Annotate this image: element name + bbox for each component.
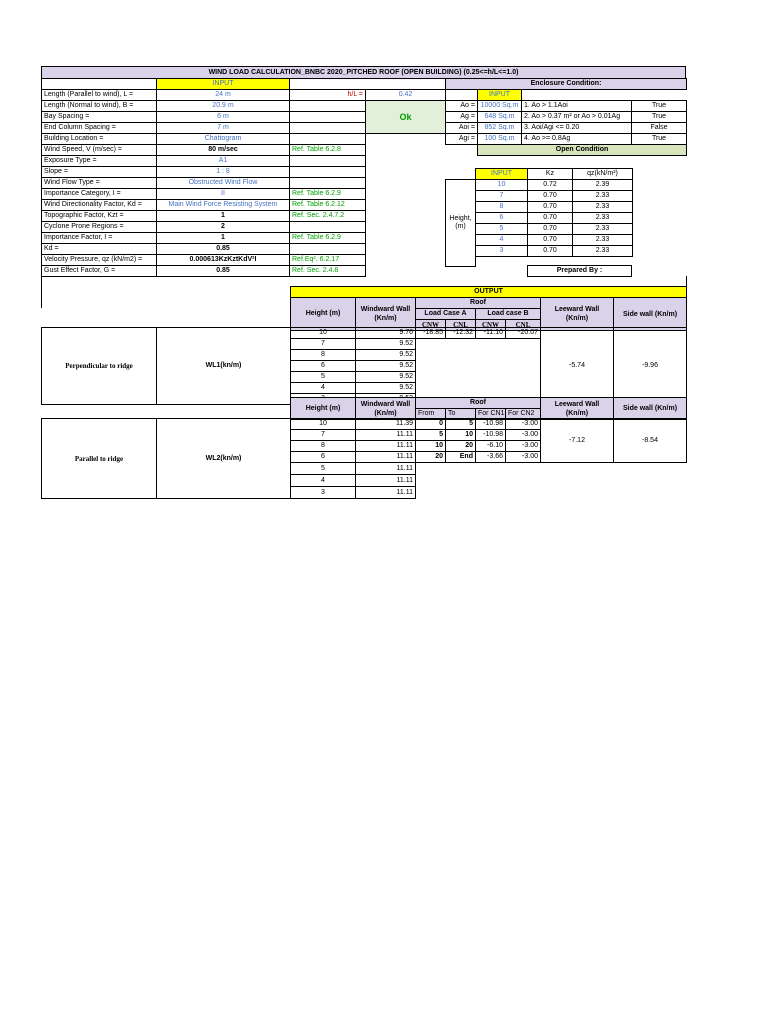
enclosure-condition: 4. Ao >= 0.8Ag xyxy=(522,134,632,145)
enclosure-symbol: Ag = xyxy=(446,112,478,123)
col-leeward: Leeward Wall (Kn/m) xyxy=(541,298,614,331)
par-height: 3 xyxy=(291,487,356,499)
qz-value: 2.33 xyxy=(573,246,633,257)
input-label: Kd = xyxy=(42,244,157,255)
perp-title: Perpendicular to ridge xyxy=(42,328,157,405)
input-value[interactable]: A1 xyxy=(157,156,290,167)
par-height: 4 xyxy=(291,475,356,487)
col-cnl: CNL xyxy=(446,320,476,331)
kz-height[interactable]: 4 xyxy=(476,235,528,246)
kz-height[interactable]: 7 xyxy=(476,191,528,202)
input-value: 0.85 xyxy=(157,266,290,277)
par-height: 10 xyxy=(291,419,356,430)
input-value[interactable]: II xyxy=(157,189,290,200)
col-windward: Windward Wall (Kn/m) xyxy=(356,398,416,420)
enclosure-symbol: Agi = xyxy=(446,134,478,145)
kz-value: 0.70 xyxy=(528,224,573,235)
input-label: Topographic Factor, Kzt = xyxy=(42,211,157,222)
par-cn2: -3.00 xyxy=(506,441,541,452)
qz-value: 2.33 xyxy=(573,213,633,224)
input-value: 0.000613KzKztKdV²I xyxy=(157,255,290,266)
kz-value: 0.70 xyxy=(528,191,573,202)
perp-windward: 9.52 xyxy=(356,350,416,361)
input-ref: Ref. Sec. 2.4.8 xyxy=(290,266,366,277)
input-ref: Ref.Eq². 6.2.17 xyxy=(290,255,366,266)
input-label: Wind Directionality Factor, Kd = xyxy=(42,200,157,211)
perp-windward: 9.52 xyxy=(356,339,416,350)
par-to: End xyxy=(446,452,476,463)
enclosure-result: True xyxy=(632,134,687,145)
par-windward: 11.11 xyxy=(356,441,416,452)
perp-height: 6 xyxy=(291,361,356,372)
enclosure-value[interactable]: 10000 Sq.m xyxy=(478,101,522,112)
input-table xyxy=(41,78,446,277)
input-label: Cyclone Prone Regions = xyxy=(42,222,157,233)
kz-col-input: INPUT xyxy=(476,169,528,180)
input-ref: Ref. Sec. 2.4.7.2 xyxy=(290,211,366,222)
col-cn1: For CN1 xyxy=(476,409,506,420)
par-to: 5 xyxy=(446,419,476,430)
enclosure-result: True xyxy=(632,101,687,112)
par-windward: 11.11 xyxy=(356,475,416,487)
input-label: Importance Factor, I = xyxy=(42,233,157,244)
enclosure-symbol: Ao = xyxy=(446,101,478,112)
input-value[interactable]: Obstructed Wind Flow xyxy=(157,178,290,189)
border-line xyxy=(41,276,42,308)
enclosure-value[interactable]: 100 Sq.m xyxy=(478,134,522,145)
hl-value: 0.42 xyxy=(366,90,446,101)
input-value[interactable]: 7 m xyxy=(157,123,290,134)
enclosure-result: True xyxy=(632,112,687,123)
hl-label: h/L = xyxy=(290,90,366,101)
prepared-by: Prepared By : xyxy=(528,266,632,277)
perp-a-cnl: -12.32 xyxy=(446,328,476,339)
par-cn1: -3.66 xyxy=(476,452,506,463)
col-cn2: For CN2 xyxy=(506,409,541,420)
perp-height: 4 xyxy=(291,383,356,394)
open-condition: Open Condition xyxy=(478,145,687,156)
col-roof: Roof xyxy=(416,298,541,309)
input-label: Bay Spacing = xyxy=(42,112,157,123)
input-label: Length (Parallel to wind), L = xyxy=(42,90,157,101)
enclosure-value[interactable]: 852 Sq.m xyxy=(478,123,522,134)
input-label: Building Location = xyxy=(42,134,157,145)
par-windward: 11.39 xyxy=(356,419,416,430)
kz-value: 0.70 xyxy=(528,246,573,257)
input-value[interactable]: 80 m/sec xyxy=(157,145,290,156)
enclosure-symbol: Aoi = xyxy=(446,123,478,134)
par-cn1: -10.98 xyxy=(476,430,506,441)
perp-height: 8 xyxy=(291,350,356,361)
par-windward: 11.11 xyxy=(356,430,416,441)
input-label: Exposure Type = xyxy=(42,156,157,167)
perp-body-table xyxy=(41,327,687,405)
input-label: Slope = xyxy=(42,167,157,178)
par-from: 20 xyxy=(416,452,446,463)
input-value[interactable]: Chattogram xyxy=(157,134,290,145)
par-windward: 11.11 xyxy=(356,487,416,499)
par-to: 20 xyxy=(446,441,476,452)
par-header-table xyxy=(290,397,687,420)
input-value[interactable]: 6 m xyxy=(157,112,290,123)
kz-col-kz: Kz xyxy=(528,169,573,180)
col-from: From xyxy=(416,409,446,420)
output-header: OUTPUT xyxy=(291,287,687,298)
perp-height: 5 xyxy=(291,372,356,383)
col-load-case-b: Load case B xyxy=(476,309,541,320)
perp-height: 7 xyxy=(291,339,356,350)
kz-height[interactable]: 6 xyxy=(476,213,528,224)
col-cnw: CNW xyxy=(416,320,446,331)
par-windward: 11.11 xyxy=(356,452,416,463)
qz-value: 2.33 xyxy=(573,224,633,235)
col-windward: Windward Wall (Kn/m) xyxy=(356,298,416,331)
par-leeward: -7.12 xyxy=(541,419,614,463)
input-label: Gust Effect Factor, G = xyxy=(42,266,157,277)
input-label: End Column Spacing = xyxy=(42,123,157,134)
qz-value: 2.33 xyxy=(573,191,633,202)
par-title: Parallel to ridge xyxy=(42,419,157,499)
enclosure-table xyxy=(445,78,687,156)
par-to: 10 xyxy=(446,430,476,441)
par-cn2: -3.00 xyxy=(506,452,541,463)
perp-a-cnw: -18.85 xyxy=(416,328,446,339)
par-from: 0 xyxy=(416,419,446,430)
input-label: Importance Category, I = xyxy=(42,189,157,200)
par-height: 7 xyxy=(291,430,356,441)
col-height: Height (m) xyxy=(291,398,356,420)
perp-windward: 9.52 xyxy=(356,383,416,394)
output-table xyxy=(290,286,687,331)
kz-height[interactable]: 5 xyxy=(476,224,528,235)
prepared-by-table xyxy=(527,265,632,277)
kz-table xyxy=(445,168,633,267)
par-body-table xyxy=(41,418,687,499)
input-value: 0.85 xyxy=(157,244,290,255)
par-height: 8 xyxy=(291,441,356,452)
enclosure-value[interactable]: 648 Sq.m xyxy=(478,112,522,123)
enclosure-condition: 1. Ao > 1.1Aoi xyxy=(522,101,632,112)
par-windward: 11.11 xyxy=(356,463,416,475)
par-wl: WL2(kn/m) xyxy=(157,419,291,499)
col-roof: Roof xyxy=(416,398,541,409)
input-ref: Ref. Table 6.2.8 xyxy=(290,145,366,156)
kz-height[interactable]: 3 xyxy=(476,246,528,257)
kz-height[interactable]: 10 xyxy=(476,180,528,191)
hl-status: Ok xyxy=(366,101,446,134)
col-load-case-a: Load Case A xyxy=(416,309,476,320)
input-value[interactable]: 20.9 m xyxy=(157,101,290,112)
perp-height: 10 xyxy=(291,328,356,339)
col-side: Side wall (Kn/m) xyxy=(614,398,687,420)
input-label: Wind Speed, V (m/sec) = xyxy=(42,145,157,156)
perp-side: -9.96 xyxy=(614,328,687,405)
input-label: Velocity Pressure, qz (kN/m2) = xyxy=(42,255,157,266)
input-ref: Ref. Table 6.2.9 xyxy=(290,233,366,244)
par-cn2: -3.00 xyxy=(506,419,541,430)
par-side: -8.54 xyxy=(614,419,687,463)
qz-value: 2.39 xyxy=(573,180,633,191)
input-value: 1 xyxy=(157,211,290,222)
enclosure-condition: 3. Aoi/Agi <= 0.20 xyxy=(522,123,632,134)
kz-row-label: Height, (m) xyxy=(446,180,476,267)
input-value: 2 xyxy=(157,222,290,233)
kz-height[interactable]: 8 xyxy=(476,202,528,213)
kz-value: 0.72 xyxy=(528,180,573,191)
perp-wl: WL1(kn/m) xyxy=(157,328,291,405)
col-side: Side wall (Kn/m) xyxy=(614,298,687,331)
perp-windward: 9.52 xyxy=(356,361,416,372)
enclosure-condition: 2. Ao > 0.37 m² or Ao > 0.01Ag xyxy=(522,112,632,123)
col-cnw: CNW xyxy=(476,320,506,331)
perp-b-cnl: -20.07 xyxy=(506,328,541,339)
input-ref: Ref. Table 6.2.9 xyxy=(290,189,366,200)
sheet-title: WIND LOAD CALCULATION_BNBC 2020_PITCHED ROOF (OPEN BUILDING) (0.25<=h/L<=1.0) xyxy=(42,67,686,79)
col-cnl: CNL xyxy=(506,320,541,331)
col-height: Height (m) xyxy=(291,298,356,331)
input-label: Length (Normal to wind), B = xyxy=(42,101,157,112)
perp-b-cnw: -11.10 xyxy=(476,328,506,339)
par-cn2: -3.00 xyxy=(506,430,541,441)
par-height: 5 xyxy=(291,463,356,475)
enclosure-header: Enclosure Condition: xyxy=(446,79,687,90)
input-value[interactable]: 24 m xyxy=(157,90,290,101)
kz-value: 0.70 xyxy=(528,213,573,224)
col-leeward: Leeward Wall (Kn/m) xyxy=(541,398,614,420)
input-label: Wind Flow Type = xyxy=(42,178,157,189)
par-cn1: -10.98 xyxy=(476,419,506,430)
col-to: To xyxy=(446,409,476,420)
perp-leeward: -5.74 xyxy=(541,328,614,405)
kz-value: 0.70 xyxy=(528,235,573,246)
kz-value: 0.70 xyxy=(528,202,573,213)
perp-windward: 9.76 xyxy=(356,328,416,339)
par-from: 10 xyxy=(416,441,446,452)
input-value: 1 xyxy=(157,233,290,244)
input-value[interactable]: Main Wind Force Resisting System xyxy=(157,200,290,211)
perp-windward: 9.52 xyxy=(356,372,416,383)
par-height: 6 xyxy=(291,452,356,463)
par-cn1: -6.10 xyxy=(476,441,506,452)
enclosure-result: False xyxy=(632,123,687,134)
qz-value: 2.33 xyxy=(573,202,633,213)
enclosure-input-label: INPUT xyxy=(478,90,522,101)
input-ref: Ref. Table 6.2.12 xyxy=(290,200,366,211)
par-from: 5 xyxy=(416,430,446,441)
qz-value: 2.33 xyxy=(573,235,633,246)
input-value[interactable]: 1 : 8 xyxy=(157,167,290,178)
kz-col-qz: qz(kN/m²) xyxy=(573,169,633,180)
input-header: INPUT xyxy=(157,79,290,90)
